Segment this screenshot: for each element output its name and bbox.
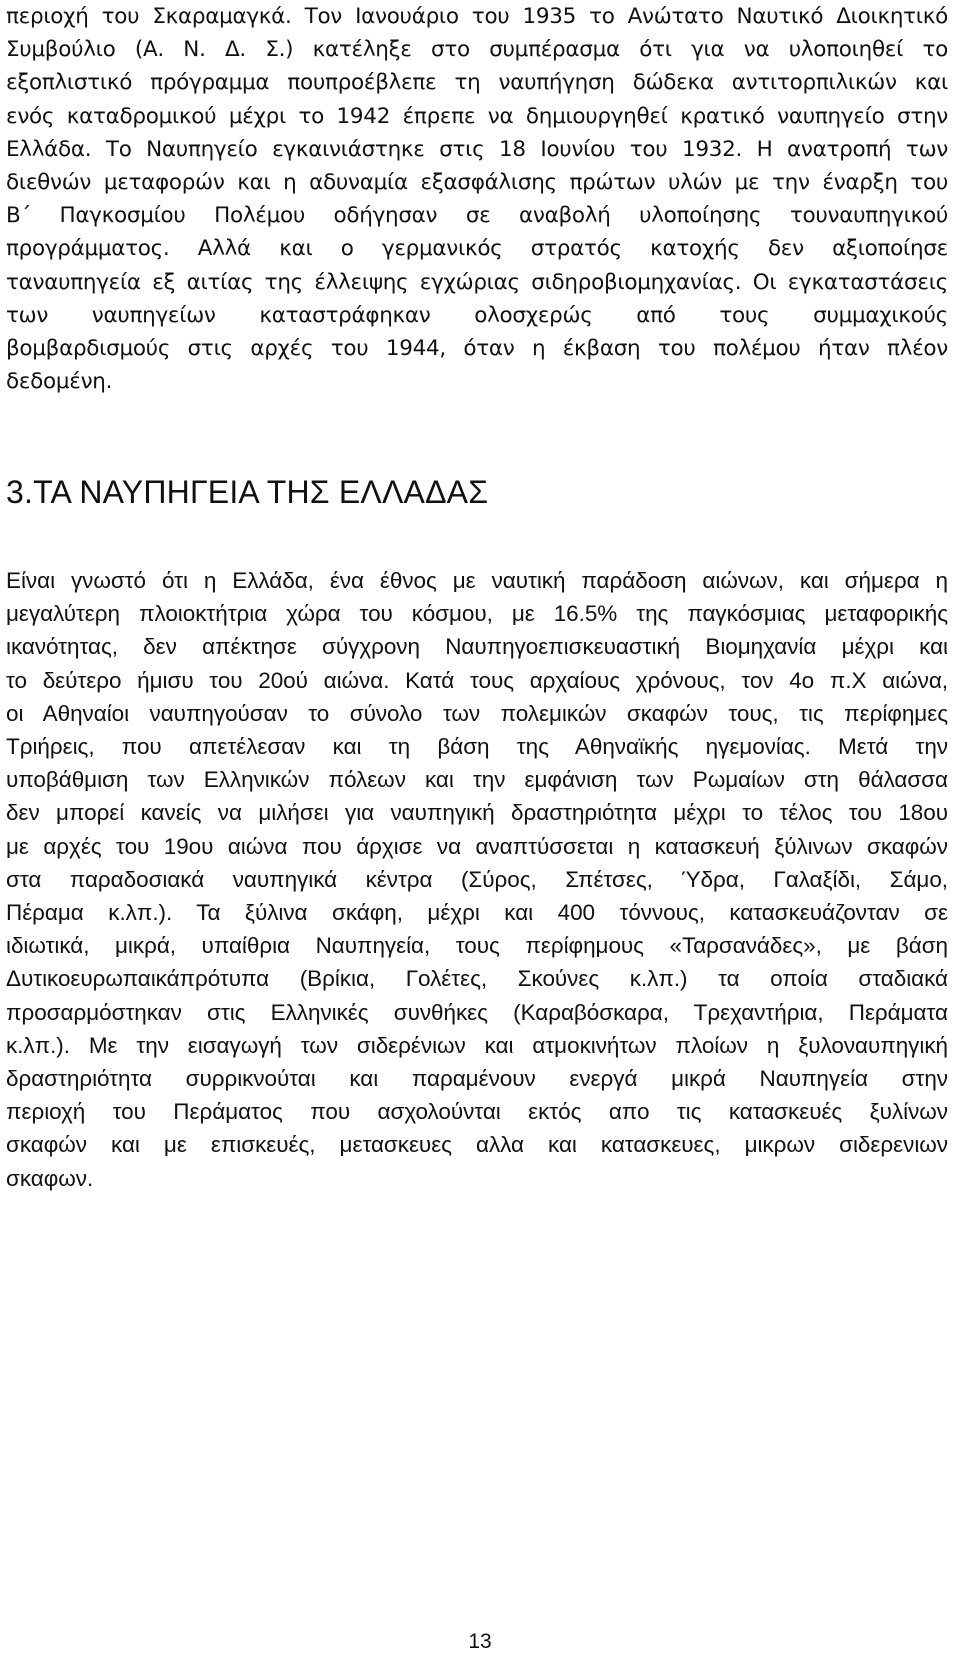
paragraph-line: δεν μπορεί κανείς να μιλήσει για ναυπηγική δραστηριότητα μέχρι το τέλος του 18ου bbox=[6, 800, 948, 826]
paragraph-line: Ελλάδα. Το Ναυπηγείο εγκαινιάστηκε στις 18 Ιουνίου του 1932. Η ανατροπή των bbox=[6, 136, 948, 162]
paragraph-line: εξοπλιστικό πρόγραμμα πουπροέβλεπε τη ναυπήγηση δώδεκα αντιτορπιλικών και bbox=[6, 70, 948, 96]
paragraph-line: το δεύτερο ήμισυ του 20ού αιώνα. Κατά τους αρχαίους χρόνους, τον 4ο π.Χ αιώνα, bbox=[6, 667, 948, 693]
paragraph-line: ιδιωτικά, μικρά, υπαίθρια Ναυπηγεία, τους περίφημους «Ταρσανάδες», με βάση bbox=[6, 933, 948, 959]
paragraph-line: οι Αθηναίοι ναυπηγούσαν το σύνολο των πολεμικών σκαφών τους, τις περίφημες bbox=[6, 700, 948, 726]
paragraph-line: Τριήρεις, που απετέλεσαν και τη βάση της Αθηναϊκής ηγεμονίας. Μετά την bbox=[6, 734, 948, 760]
paragraph-line: σκαφών και με επισκευές, μετασκευες αλλα και κατασκευες, μικρων σιδερενιων bbox=[6, 1132, 948, 1158]
paragraph-line: υποβάθμιση των Ελληνικών πόλεων και την εμφάνιση των Ρωμαίων στη θάλασσα bbox=[6, 767, 948, 793]
paragraph-line: προσαρμόστηκαν στις Ελληνικές συνθήκες (Καραβόσκαρα, Τρεχαντήρια, Περάματα bbox=[6, 999, 948, 1025]
paragraph-line: Συμβούλιο (Α. Ν. Δ. Σ.) κατέληξε στο συμπέρασμα ότι για να υλοποιηθεί το bbox=[6, 37, 948, 63]
paragraph-line: των ναυπηγείων καταστράφηκαν ολοσχερώς από τους συμμαχικούς bbox=[6, 302, 948, 328]
paragraph-line: Είναι γνωστό ότι η Ελλάδα, ένα έθνος με ναυτική παράδοση αιώνων, και σήμερα η bbox=[6, 568, 948, 593]
body-paragraph-2 bbox=[6, 564, 948, 1195]
paragraph-line: δεδομένη. bbox=[6, 369, 113, 395]
section-heading: 3.ΤΑ ΝΑΥΠΗΓΕΙΑ ΤΗΣ ΕΛΛΑΔΑΣ bbox=[6, 474, 489, 510]
paragraph-line: ενός καταδρομικού μέχρι το 1942 έπρεπε να δημιουργηθεί κρατικό ναυπηγείο στην bbox=[6, 103, 948, 129]
paragraph-line: βομβαρδισμούς στις αρχές του 1944, όταν η έκβαση του πολέμου ήταν πλέον bbox=[6, 336, 948, 362]
paragraph-line: σκαφων. bbox=[6, 1165, 94, 1191]
paragraph-line: προγράμματος. Αλλά και ο γερμανικός στρατός κατοχής δεν αξιοποίησε bbox=[6, 236, 948, 262]
body-paragraph-1 bbox=[6, 0, 948, 398]
paragraph-line: με αρχές του 19ου αιώνα που άρχισε να αναπτύσσεται η κατασκευή ξύλινων σκαφών bbox=[6, 833, 948, 859]
paragraph-line: δραστηριότητα συρρικνούται και παραμένουν ενεργά μικρά Ναυπηγεία στην bbox=[6, 1066, 948, 1092]
paragraph-line: περιοχή του Περάματος που ασχολούνται εκτός απο τις κατασκευές ξυλίνων bbox=[6, 1099, 948, 1125]
paragraph-line: διεθνών μεταφορών και η αδυναμία εξασφάλισης πρώτων υλών με την έναρξη του bbox=[6, 170, 948, 196]
paragraph-line: ταναυπηγεία εξ αιτίας της έλλειψης εγχώριας σιδηροβιομηχανίας. Οι εγκαταστάσεις bbox=[6, 269, 948, 295]
paragraph-line: μεγαλύτερη πλοιοκτήτρια χώρα του κόσμου, με 16.5% της παγκόσμιας μεταφορικής bbox=[6, 601, 948, 627]
paragraph-line: στα παραδοσιακά ναυπηγικά κέντρα (Σύρος, Σπέτσες, Ύδρα, Γαλαξίδι, Σάμο, bbox=[6, 866, 948, 892]
paragraph-line: Πέραμα κ.λπ.). Τα ξύλινα σκάφη, μέχρι και 400 τόννους, κατασκευάζονταν σε bbox=[6, 900, 948, 926]
paragraph-line: Β΄ Παγκοσμίου Πολέμου οδήγησαν σε αναβολή υλοποίησης τουναυπηγικού bbox=[6, 203, 948, 229]
page-number: 13 bbox=[468, 1630, 492, 1653]
paragraph-line: ικανότητας, δεν απέκτησε σύγχρονη Ναυπηγοεπισκευαστική Βιομηχανία μέχρι και bbox=[6, 634, 948, 660]
paragraph-line: κ.λπ.). Με την εισαγωγή των σιδερένιων και ατμοκινήτων πλοίων η ξυλοναυπηγική bbox=[6, 1032, 948, 1058]
paragraph-line: περιοχή του Σκαραμαγκά. Τον Ιανουάριο του 1935 το Ανώτατο Ναυτικό Διοικητικό bbox=[6, 4, 948, 29]
paragraph-line: Δυτικοευρωπαικάπρότυπα (Βρίκια, Γολέτες, Σκούνες κ.λπ.) τα οποία σταδιακά bbox=[6, 966, 948, 992]
